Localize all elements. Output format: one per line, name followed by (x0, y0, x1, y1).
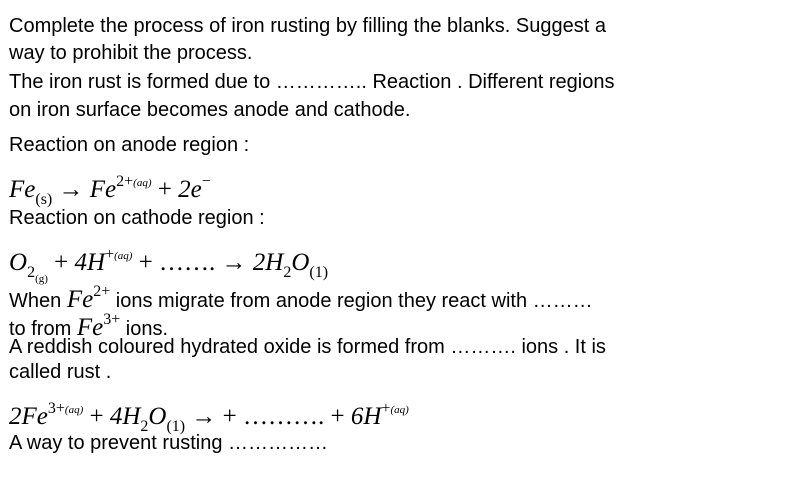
eq-plus: + (54, 249, 69, 276)
eq-term: 4H (74, 249, 106, 276)
eq-term: O (148, 403, 167, 430)
question-line: A reddish coloured hydrated oxide is formed from ………. ions . It is (9, 336, 606, 358)
eq-subscript: 2 (283, 264, 292, 281)
eq-term: Fe (89, 176, 117, 203)
eq-plus: + (157, 176, 172, 203)
eq-state: (1) (166, 418, 186, 435)
eq-term: 6H (350, 403, 382, 430)
question-line: Complete the process of iron rusting by filling the blanks. Suggest a (9, 15, 606, 37)
eq-arrow: → (221, 249, 247, 276)
eq-term: Fe (66, 286, 94, 313)
eq-term: Fe (9, 176, 36, 203)
eq-term: Fe (76, 314, 104, 341)
cathode-label: Reaction on cathode region : (9, 207, 265, 229)
eq-term: O (9, 249, 28, 276)
text: ions migrate from anode region they react with ……… (115, 290, 593, 312)
anode-label: Reaction on anode region : (9, 134, 250, 156)
eq-term: 2e (178, 176, 202, 203)
eq-state: (g) (35, 273, 48, 285)
question-line: The iron rust is formed due to ………….. Reaction . Different regions (9, 71, 615, 93)
eq-plus: + (330, 403, 345, 430)
eq-charge: 3+ (47, 400, 65, 417)
eq-state: (s) (35, 191, 53, 208)
text: When (9, 290, 62, 312)
question-line: A way to prevent rusting …………… (9, 432, 329, 454)
eq-state: (aq) (390, 404, 409, 416)
eq-charge: + (381, 400, 391, 417)
blank: ……. (159, 249, 216, 276)
eq-state: (aq) (114, 250, 133, 262)
eq-term: 4H (109, 403, 141, 430)
eq-plus: + (89, 403, 104, 430)
question-line: on iron surface becomes anode and cathode. (9, 99, 411, 121)
eq-term: 2Fe (9, 403, 48, 430)
text: to from (9, 318, 72, 340)
eq-charge: + (105, 246, 115, 263)
eq-charge: 3+ (103, 311, 121, 328)
text: ions. (125, 318, 169, 340)
eq-arrow: → (191, 403, 217, 430)
eq-subscript: 2 (27, 264, 36, 281)
question-line: called rust . (9, 361, 112, 383)
blank: ………. (242, 403, 325, 430)
eq-state: (aq) (64, 404, 84, 416)
eq-term: 2H (252, 249, 284, 276)
question-line: way to prohibit the process. (9, 42, 253, 64)
eq-subscript: 2 (140, 418, 149, 435)
eq-plus: + (222, 403, 237, 430)
eq-charge: − (201, 173, 211, 190)
eq-state: (aq) (133, 177, 152, 189)
eq-arrow: → (58, 176, 84, 203)
eq-charge: 2+ (93, 283, 111, 300)
eq-charge: 2+ (116, 173, 134, 190)
eq-state: (1) (309, 264, 329, 281)
eq-plus: + (138, 249, 153, 276)
eq-term: O (291, 249, 310, 276)
